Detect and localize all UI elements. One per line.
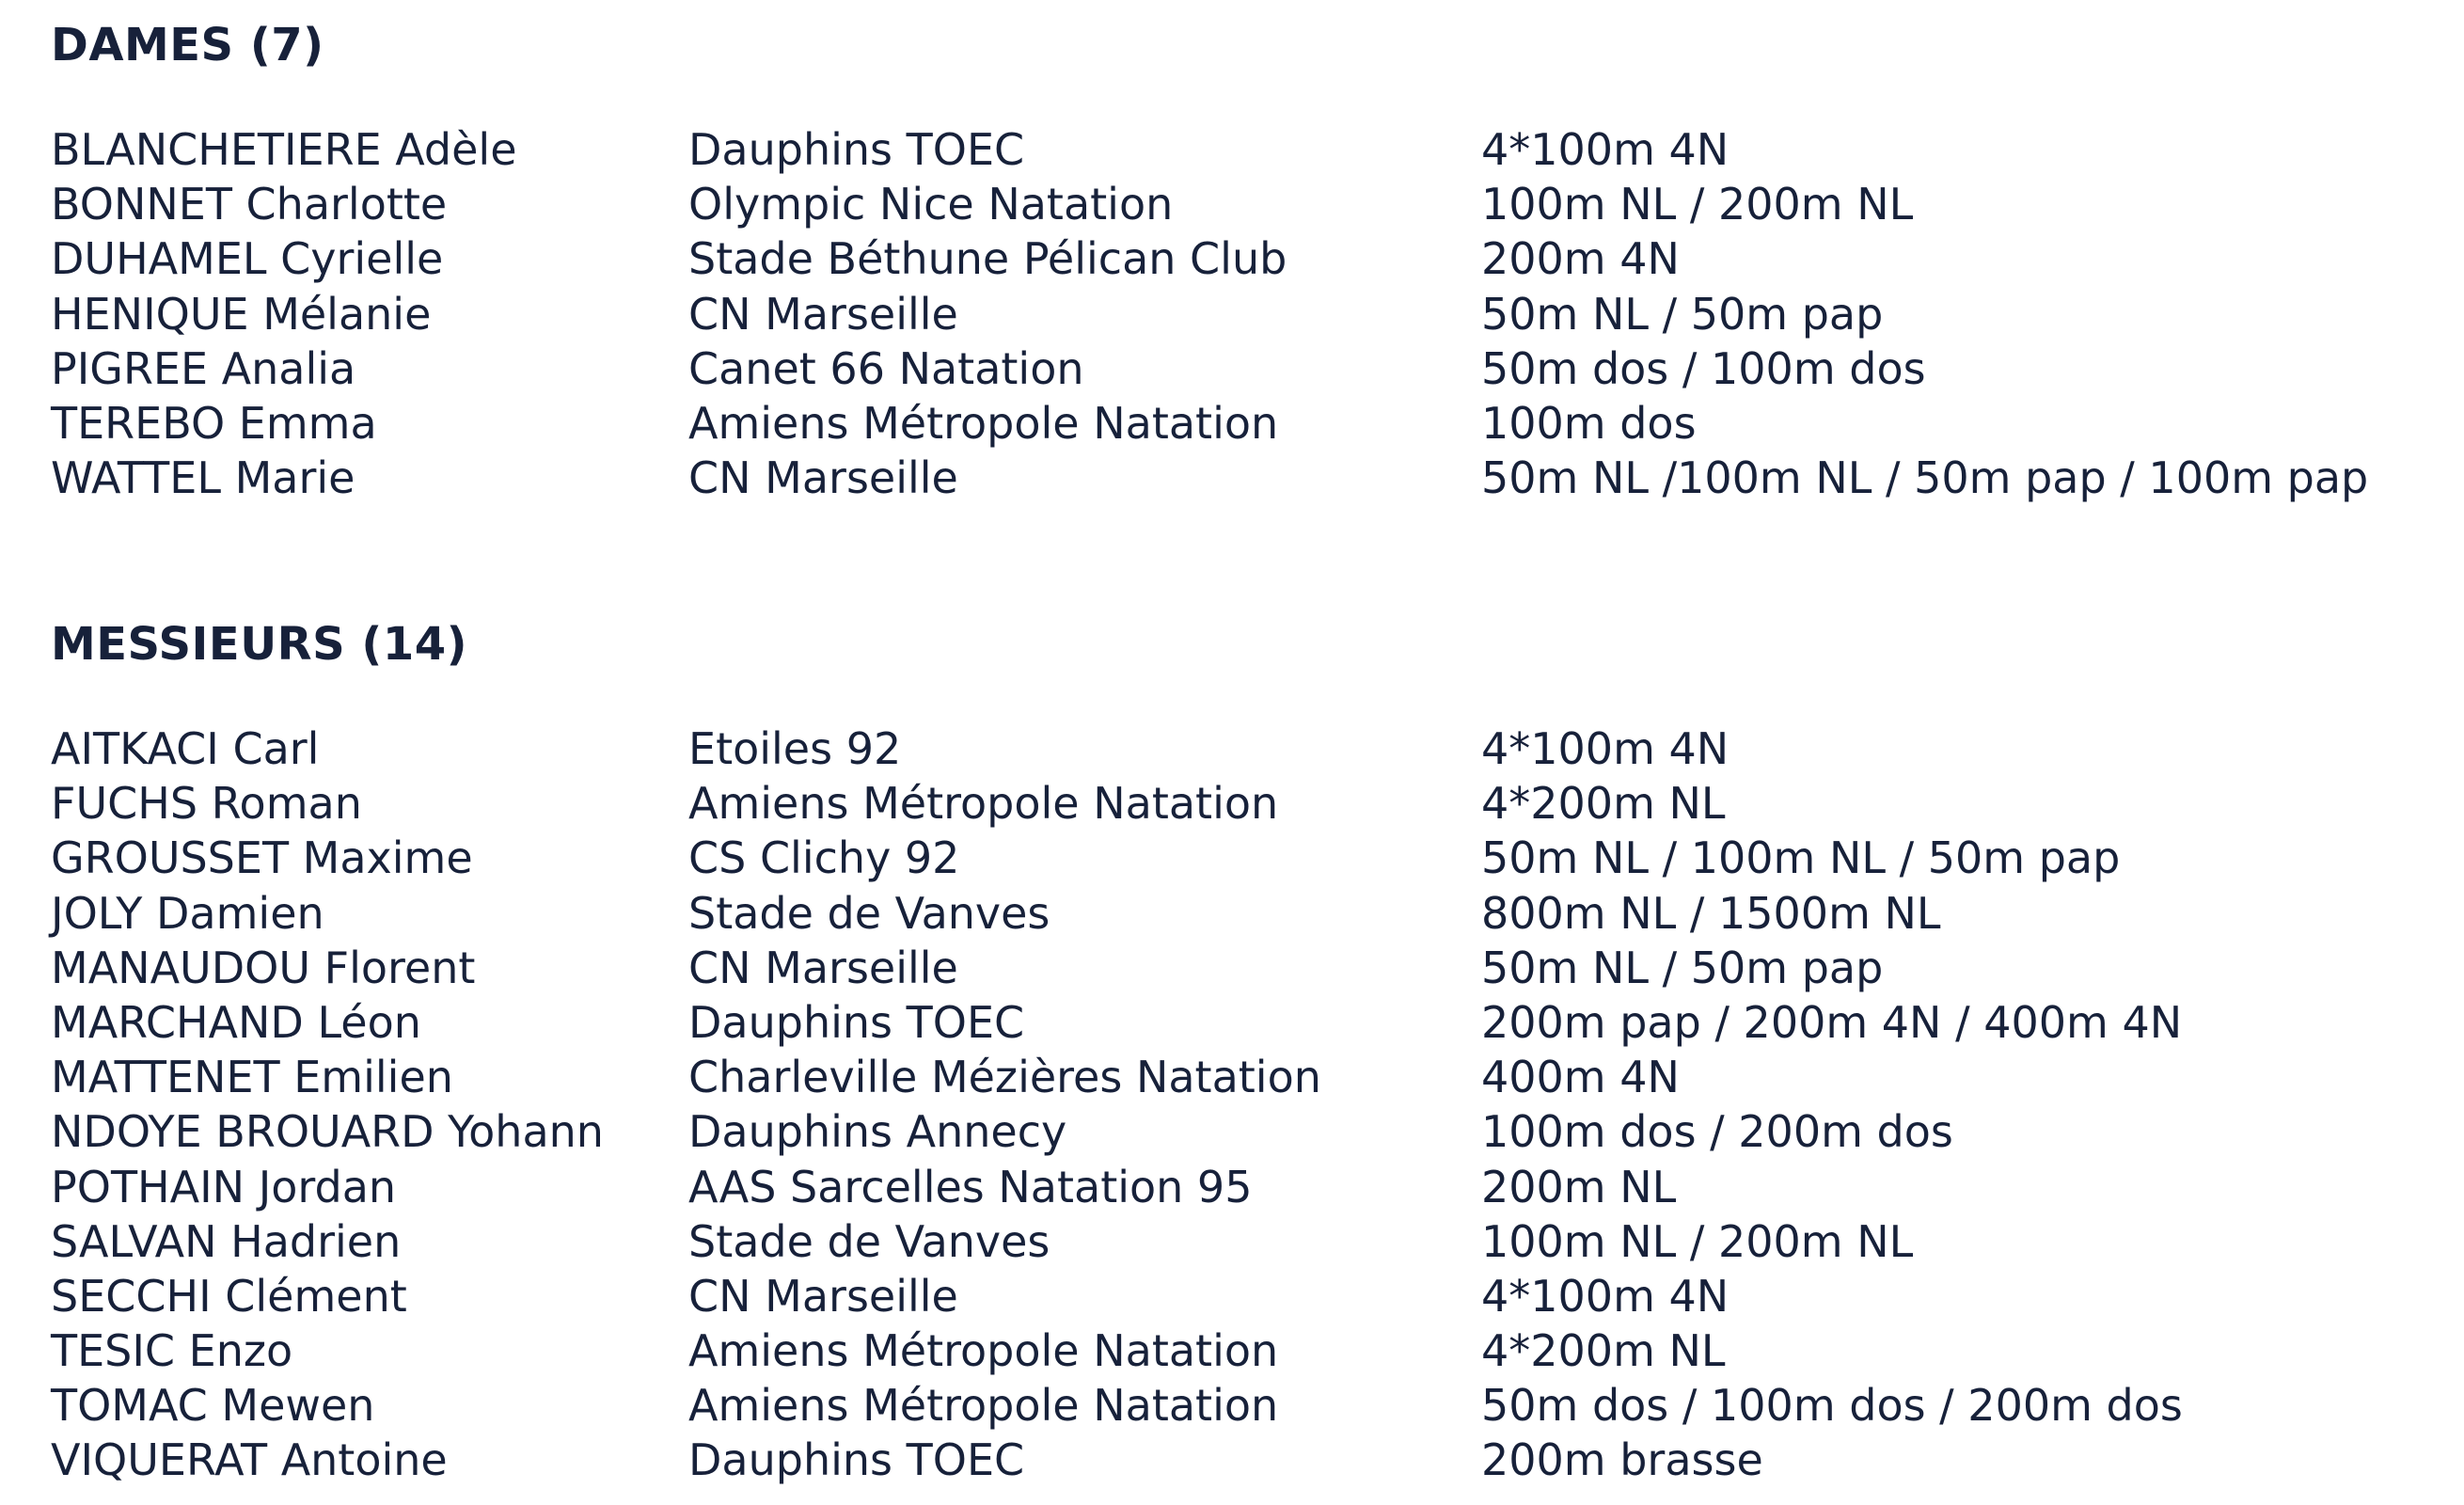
athlete-club: Amiens Métropole Natation	[688, 1380, 1279, 1432]
athlete-row	[51, 287, 2440, 341]
athlete-events: 100m NL / 200m NL	[1481, 1215, 1914, 1267]
athlete-events: 200m brasse	[1481, 1434, 1763, 1486]
athlete-events: 100m NL / 200m NL	[1481, 179, 1914, 230]
messieurs-section	[51, 612, 2440, 1488]
athlete-row	[51, 1214, 2440, 1269]
athlete-row	[51, 995, 2440, 1050]
athlete-club: Olympic Nice Natation	[688, 179, 1174, 230]
athlete-club: Dauphins TOEC	[688, 996, 1025, 1048]
athlete-name: SALVAN Hadrien	[51, 1215, 402, 1267]
athlete-club: Etoiles 92	[688, 723, 902, 774]
athlete-club: Amiens Métropole Natation	[688, 397, 1279, 449]
athlete-club: CN Marseille	[688, 288, 958, 340]
athlete-row	[51, 886, 2440, 941]
athlete-name: MATTENET Emilien	[51, 1052, 453, 1103]
athlete-row	[51, 231, 2440, 286]
athlete-name: POTHAIN Jordan	[51, 1161, 397, 1212]
selection-list-document	[51, 0, 2440, 1505]
athlete-row	[51, 1160, 2440, 1214]
athlete-club: Stade de Vanves	[688, 1215, 1050, 1267]
athlete-events: 4*200m NL	[1481, 778, 1726, 830]
athlete-row	[51, 451, 2440, 505]
athlete-events: 50m dos / 100m dos	[1481, 342, 1926, 394]
athlete-events: 200m NL	[1481, 1161, 1677, 1212]
athlete-name: TEREBO Emma	[51, 397, 377, 449]
athlete-events: 200m pap / 200m 4N / 400m 4N	[1481, 996, 2183, 1048]
dames-list	[51, 122, 2440, 505]
messieurs-heading: MESSIEURS (14)	[51, 618, 468, 671]
athlete-name: FUCHS Roman	[51, 778, 362, 830]
athlete-row	[51, 1050, 2440, 1104]
athlete-events: 50m dos / 100m dos / 200m dos	[1481, 1380, 2183, 1432]
athlete-club: Stade de Vanves	[688, 887, 1050, 939]
athlete-events: 50m NL / 50m pap	[1481, 288, 1884, 340]
athlete-name: MARCHAND Léon	[51, 996, 421, 1048]
athlete-events: 50m NL / 100m NL / 50m pap	[1481, 832, 2121, 884]
athlete-name: JOLY Damien	[51, 887, 324, 939]
athlete-row	[51, 341, 2440, 396]
athlete-row	[51, 941, 2440, 995]
athlete-club: AAS Sarcelles Natation 95	[688, 1161, 1253, 1212]
athlete-name: TESIC Enzo	[51, 1325, 293, 1377]
athlete-row	[51, 1269, 2440, 1323]
messieurs-list	[51, 721, 2440, 1488]
athlete-row	[51, 1433, 2440, 1487]
athlete-club: CN Marseille	[688, 1270, 958, 1322]
athlete-name: PIGREE Analia	[51, 342, 356, 394]
athlete-name: WATTEL Marie	[51, 452, 355, 504]
athlete-name: MANAUDOU Florent	[51, 942, 476, 993]
athlete-club: Dauphins Annecy	[688, 1106, 1067, 1158]
athlete-row	[51, 396, 2440, 451]
athlete-club: CN Marseille	[688, 942, 958, 993]
athlete-events: 200m 4N	[1481, 233, 1680, 285]
athlete-events: 50m NL / 50m pap	[1481, 942, 1884, 993]
athlete-events: 100m dos	[1481, 397, 1697, 449]
athlete-club: Stade Béthune Pélican Club	[688, 233, 1287, 285]
athlete-events: 50m NL /100m NL / 50m pap / 100m pap	[1481, 452, 2369, 504]
athlete-club: Amiens Métropole Natation	[688, 778, 1279, 830]
athlete-name: TOMAC Mewen	[51, 1380, 375, 1432]
athlete-row	[51, 1378, 2440, 1433]
athlete-events: 800m NL / 1500m NL	[1481, 887, 1941, 939]
athlete-club: CS Clichy 92	[688, 832, 960, 884]
athlete-events: 400m 4N	[1481, 1052, 1680, 1103]
athlete-name: GROUSSET Maxime	[51, 832, 473, 884]
athlete-row	[51, 177, 2440, 231]
athlete-name: AITKACI Carl	[51, 723, 320, 774]
athlete-club: Canet 66 Natation	[688, 342, 1084, 394]
athlete-name: HENIQUE Mélanie	[51, 288, 432, 340]
athlete-club: Dauphins TOEC	[688, 124, 1025, 175]
athlete-name: NDOYE BROUARD Yohann	[51, 1106, 604, 1158]
athlete-events: 4*100m 4N	[1481, 124, 1730, 175]
dames-heading: DAMES (7)	[51, 19, 324, 71]
athlete-events: 100m dos / 200m dos	[1481, 1106, 1953, 1158]
athlete-row	[51, 831, 2440, 885]
athlete-club: Amiens Métropole Natation	[688, 1325, 1279, 1377]
athlete-events: 4*100m 4N	[1481, 723, 1730, 774]
athlete-club: Dauphins TOEC	[688, 1434, 1025, 1486]
athlete-name: BLANCHETIERE Adèle	[51, 124, 517, 175]
athlete-club: Charleville Mézières Natation	[688, 1052, 1321, 1103]
athlete-events: 4*200m NL	[1481, 1325, 1726, 1377]
athlete-name: VIQUERAT Antoine	[51, 1434, 448, 1486]
dames-section	[51, 13, 2440, 505]
athlete-name: DUHAMEL Cyrielle	[51, 233, 444, 285]
athlete-row	[51, 1104, 2440, 1159]
athlete-name: SECCHI Clément	[51, 1270, 407, 1322]
athlete-club: CN Marseille	[688, 452, 958, 504]
athlete-name: BONNET Charlotte	[51, 179, 448, 230]
athlete-events: 4*100m 4N	[1481, 1270, 1730, 1322]
athlete-row	[51, 776, 2440, 831]
athlete-row	[51, 721, 2440, 776]
athlete-row	[51, 1323, 2440, 1378]
athlete-row	[51, 122, 2440, 177]
